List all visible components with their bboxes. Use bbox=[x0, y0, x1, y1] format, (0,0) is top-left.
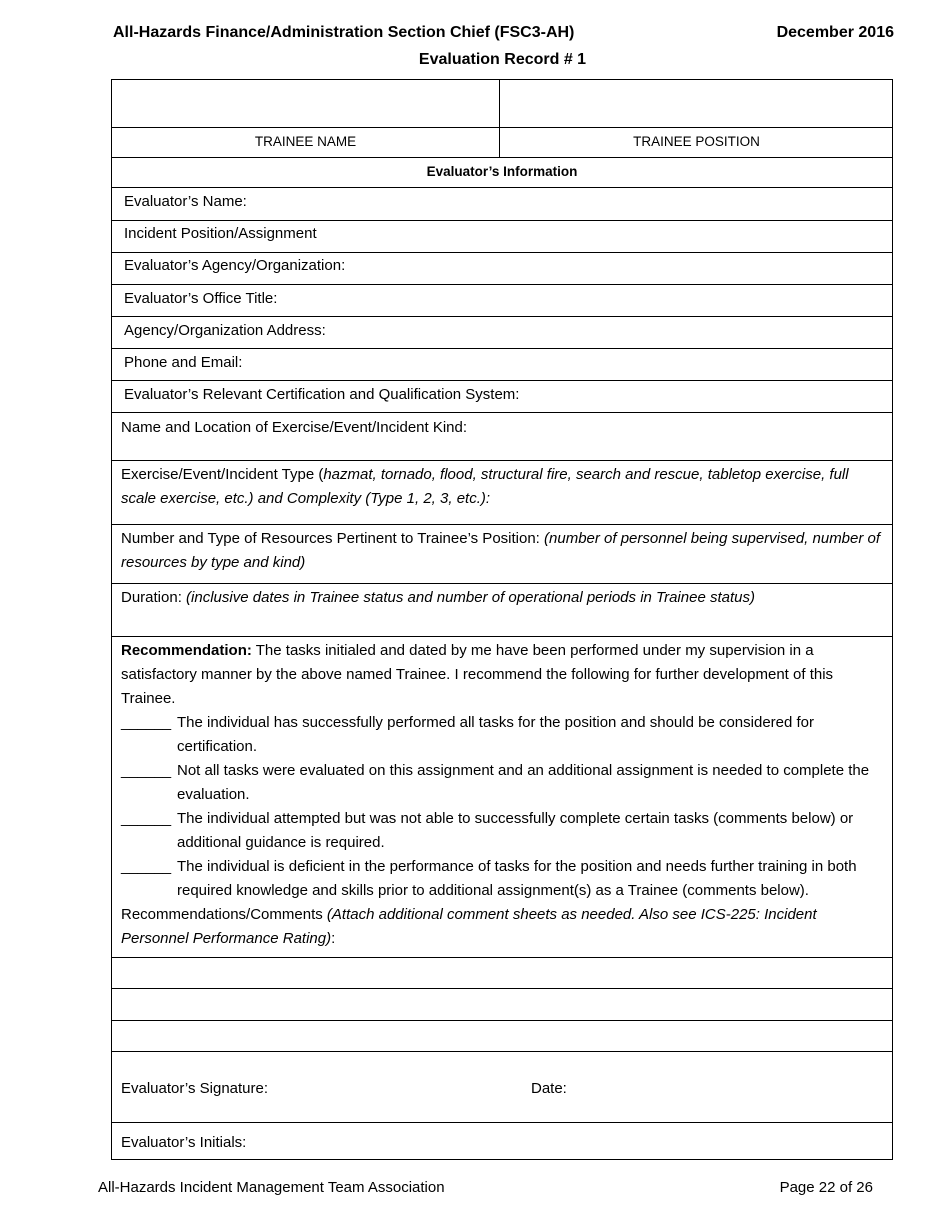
row-line bbox=[112, 1122, 892, 1123]
initial-blank[interactable]: ______ bbox=[121, 714, 172, 731]
trainee-name-label: TRAINEE NAME bbox=[254, 134, 357, 149]
duration-hint: (inclusive dates in Trainee status and number of operational periods in Trainee status) bbox=[186, 589, 755, 606]
certification-system-field[interactable]: Evaluator’s Relevant Certification and Qualification System: bbox=[124, 386, 520, 403]
resources-field[interactable] bbox=[121, 527, 884, 575]
row-line bbox=[112, 127, 892, 128]
recommendation-option-text: The individual has successfully performed all tasks for the position and should be considered for certification. bbox=[177, 714, 815, 755]
recommendation-option-2[interactable] bbox=[121, 759, 884, 807]
document-date: December 2016 bbox=[776, 24, 894, 41]
agency-address-field[interactable]: Agency/Organization Address: bbox=[124, 322, 326, 339]
recommendation-label: Recommendation: bbox=[121, 642, 252, 659]
recommendation-intro-text: The tasks initialed and dated by me have been performed under my supervision in a satisfactory manner by the above named Trainee. I recommend the following for further development of this Trainee. bbox=[121, 642, 834, 707]
row-line bbox=[112, 460, 892, 461]
exercise-type-field[interactable] bbox=[121, 463, 884, 511]
evaluator-office-title-field[interactable]: Evaluator’s Office Title: bbox=[124, 290, 278, 307]
trainee-name-field[interactable] bbox=[112, 80, 499, 127]
row-line bbox=[112, 348, 892, 349]
row-line bbox=[112, 316, 892, 317]
evaluator-section-title: Evaluator’s Information bbox=[426, 164, 578, 179]
comments-label bbox=[121, 903, 884, 951]
comments-label-text: Recommendations/Comments bbox=[121, 906, 327, 923]
recommendation-option-4[interactable] bbox=[121, 855, 884, 903]
duration-label: Duration: bbox=[121, 589, 187, 606]
footer-page-number: Page 22 of 26 bbox=[779, 1179, 873, 1196]
evaluation-record-title: Evaluation Record # 1 bbox=[418, 51, 587, 68]
exercise-type-label: Exercise/Event/Incident Type ( bbox=[121, 466, 324, 483]
evaluator-signature-field[interactable]: Evaluator’s Signature: bbox=[121, 1080, 269, 1097]
comment-line-3[interactable] bbox=[112, 1021, 892, 1051]
recommendation-intro bbox=[121, 639, 884, 711]
row-line bbox=[112, 284, 892, 285]
comment-line-2[interactable] bbox=[112, 989, 892, 1020]
document-title: All-Hazards Finance/Administration Section Chief (FSC3-AH) bbox=[113, 24, 575, 41]
row-line bbox=[112, 636, 892, 637]
comments-hint: (Attach additional comment sheets as needed. Also see ICS-225: Incident Personnel Performance Rating) bbox=[121, 906, 817, 947]
row-line bbox=[112, 220, 892, 221]
initial-blank[interactable]: ______ bbox=[121, 858, 172, 875]
duration-field[interactable] bbox=[121, 586, 884, 610]
evaluator-initials-field[interactable]: Evaluator’s Initials: bbox=[121, 1134, 247, 1151]
exercise-name-location-field[interactable]: Name and Location of Exercise/Event/Incident Kind: bbox=[121, 419, 468, 436]
footer-organization: All-Hazards Incident Management Team Association bbox=[98, 1179, 445, 1196]
recommendation-option-text: Not all tasks were evaluated on this assignment and an additional assignment is needed to complete the evaluation. bbox=[177, 762, 870, 803]
comment-line-1[interactable] bbox=[112, 958, 892, 988]
row-line bbox=[112, 583, 892, 584]
resources-hint: (number of personnel being supervised, number of resources by type and kind) bbox=[121, 530, 881, 571]
evaluation-form bbox=[111, 79, 893, 1160]
row-line bbox=[112, 1051, 892, 1052]
evaluator-name-field[interactable]: Evaluator’s Name: bbox=[124, 193, 247, 210]
incident-position-field[interactable]: Incident Position/Assignment bbox=[124, 225, 317, 242]
initial-blank[interactable]: ______ bbox=[121, 810, 172, 827]
recommendation-option-text: The individual attempted but was not able to successfully complete certain tasks (comments below) or additional guidance is required. bbox=[177, 810, 854, 851]
row-line bbox=[112, 412, 892, 413]
row-line bbox=[112, 380, 892, 381]
initial-blank[interactable]: ______ bbox=[121, 762, 172, 779]
row-line bbox=[112, 157, 892, 158]
row-line bbox=[112, 524, 892, 525]
recommendation-option-3[interactable] bbox=[121, 807, 884, 855]
trainee-position-field[interactable] bbox=[500, 80, 893, 127]
row-line bbox=[112, 187, 892, 188]
recommendation-option-text: The individual is deficient in the performance of tasks for the position and needs further training in both required knowledge and skills prior to additional assignment(s) as a Trainee (comments below). bbox=[177, 858, 857, 899]
row-line bbox=[112, 252, 892, 253]
recommendation-block bbox=[121, 639, 884, 951]
resources-label: Number and Type of Resources Pertinent to Trainee’s Position: bbox=[121, 530, 545, 547]
trainee-position-label: TRAINEE POSITION bbox=[633, 134, 760, 149]
exercise-type-hint: hazmat, tornado, flood, structural fire, search and rescue, tabletop exercise, full scale exercise, etc.) and Complexity (Type 1, 2, 3, etc.): bbox=[121, 466, 849, 507]
signature-date-field[interactable]: Date: bbox=[531, 1080, 567, 1097]
comments-colon: : bbox=[331, 930, 336, 947]
phone-email-field[interactable]: Phone and Email: bbox=[124, 354, 243, 371]
recommendation-option-1[interactable] bbox=[121, 711, 884, 759]
evaluator-agency-field[interactable]: Evaluator’s Agency/Organization: bbox=[124, 257, 346, 274]
